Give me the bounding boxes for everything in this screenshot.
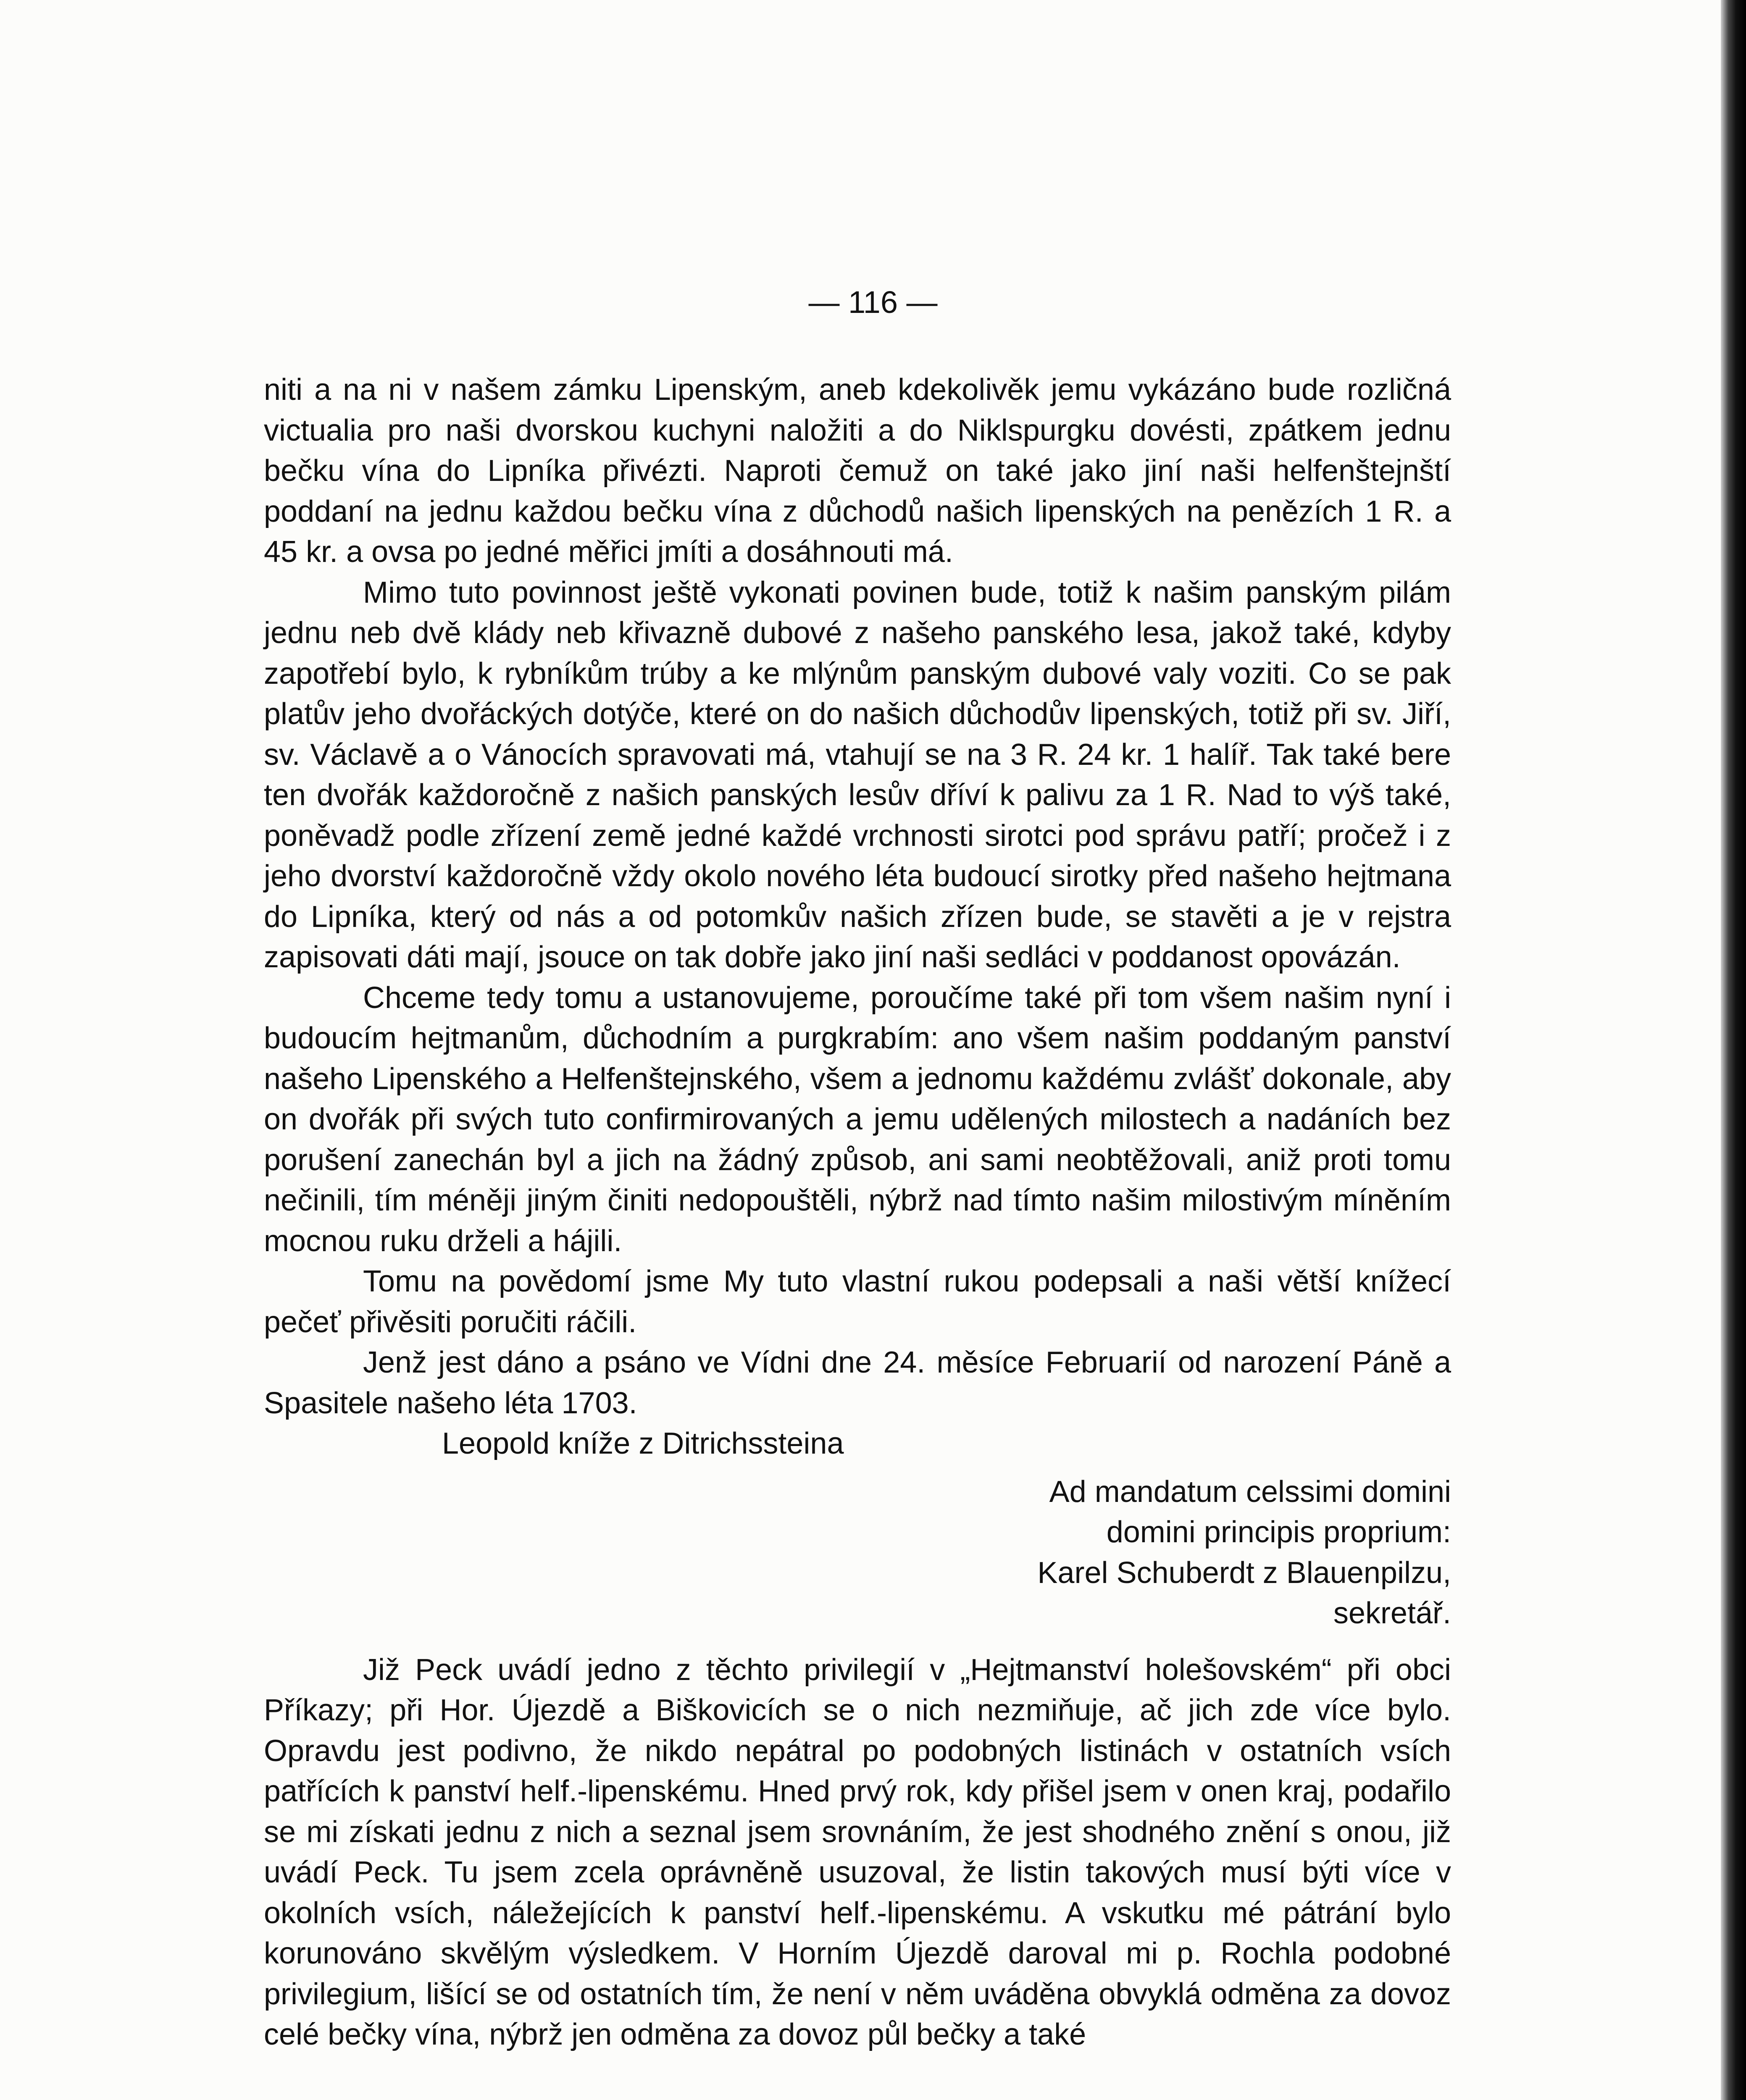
- paragraph-4: Tomu na povědomí jsme My tuto vlastní rukou podepsali a naši větší knížecí pečeť přivěsiti poručiti ráčili.: [264, 1265, 1451, 1339]
- mandate-line-3: Karel Schuberdt z Blauenpilzu,: [1037, 1556, 1451, 1590]
- mandate-line-1: Ad mandatum celssimi domini: [1049, 1475, 1451, 1509]
- spacer: [264, 1634, 1451, 1650]
- mandate-line-4: sekretář.: [1333, 1596, 1451, 1630]
- mandate-line-2: domini principis proprium:: [1106, 1515, 1451, 1549]
- page-body: [264, 370, 1451, 2055]
- page-number: — 116 —: [808, 285, 938, 320]
- signature-name: Leopold kníže z Ditrichssteina: [442, 1427, 844, 1460]
- paragraph-3: Chceme tedy tomu a ustanovujeme, poroučíme také při tom všem našim nyní i budoucím hejtmanům, důchodním a purgkrabím: ano všem našim poddaným panství našeho Lipenského a Helfenštejnského, všem a jednomu každému zvlášť dokonale, aby on dvořák při svých tuto confirmirovaných a jemu udělených milostech a nadáních bez porušení zanechán byl a jich na žádný způsob, ani sami neobtěžovali, aniž proti tomu nečinili, tím méněji jiným činiti nedopouštěli, nýbrž nad tímto našim milostivým míněním mocnou ruku drželi a hájili.: [264, 981, 1451, 1258]
- mandate-block: [264, 1472, 1451, 1634]
- paragraph-1: niti a na ni v našem zámku Lipenským, aneb kdekolivěk jemu vykázáno bude rozličná victualia pro naši dvorskou kuchyni naložiti a do Niklspurgku dovésti, zpátkem jednu bečku vína do Lipníka přivézti. Naproti čemuž on také jako jiní naši helfenštejnští poddaní na jednu každou bečku vína z důchodů našich lipenských na penězích 1 R. a 45 kr. a ovsa po jedné měřici jmíti a dosáhnouti má.: [264, 373, 1451, 569]
- paragraph-5: Jenž jest dáno a psáno ve Vídni dne 24. měsíce Februarií od narození Páně a Spasitele našeho léta 1703.: [264, 1346, 1451, 1420]
- paragraph-2: Mimo tuto povinnost ještě vykonati povinen bude, totiž k našim panským pilám jednu neb dvě klády neb křivazně dubové z našeho panského lesa, jakož také, kdyby zapotřebí bylo, k rybníkům trúby a ke mlýnům panským dubové valy voziti. Co se pak platův jeho dvořáckých dotýče, které on do našich důchodův lipenských, totiž při sv. Jiří, sv. Václavě a o Vánocích spravovati má, vtahují se na 3 R. 24 kr. 1 halíř. Tak také bere ten dvořák každoročně z našich panských lesův dříví k palivu za 1 R. Nad to výš také, poněvadž podle zřízení země jedné každé vrchnosti sirotci pod správu patří; pročež i z jeho dvorství každoročně vždy okolo nového léta budoucí sirotky před našeho hejtmana do Lipníka, který od nás a od potomkův našich zřízen bude, se stavěti a je v rejstra zapisovati dáti mají, jsouce on tak dobře jako jiní naši sedláci v poddanost opovázán.: [264, 575, 1451, 974]
- commentary-paragraph: Již Peck uvádí jedno z těchto privilegií v „Hejtmanství holešovském“ při obci Příkazy; při Hor. Újezdě a Biškovicích se o nich nezmiňuje, ač jich zde více bylo. Opravdu jest podivno, že nikdo nepátral po podobných listinách v ostatních vsích patřících k panství helf.-lipenskému. Hned prvý rok, kdy přišel jsem v onen kraj, podařilo se mi získati jednu z nich a seznal jsem srovnáním, že jest shodného znění s onou, již uvádí Peck. Tu jsem zcela oprávněně usuzoval, že listin takových musí býti více v okolních vsích, náležejících k panství helf.-lipenskému. A vskutku mé pátrání bylo korunováno skvělým výsledkem. V Horním Újezdě daroval mi p. Rochla podobné privilegium, lišící se od ostatních tím, že není v něm uváděna obvyklá odměna za dovoz celé bečky vína, nýbrž jen odměna za dovoz půl bečky a také: [264, 1653, 1451, 2051]
